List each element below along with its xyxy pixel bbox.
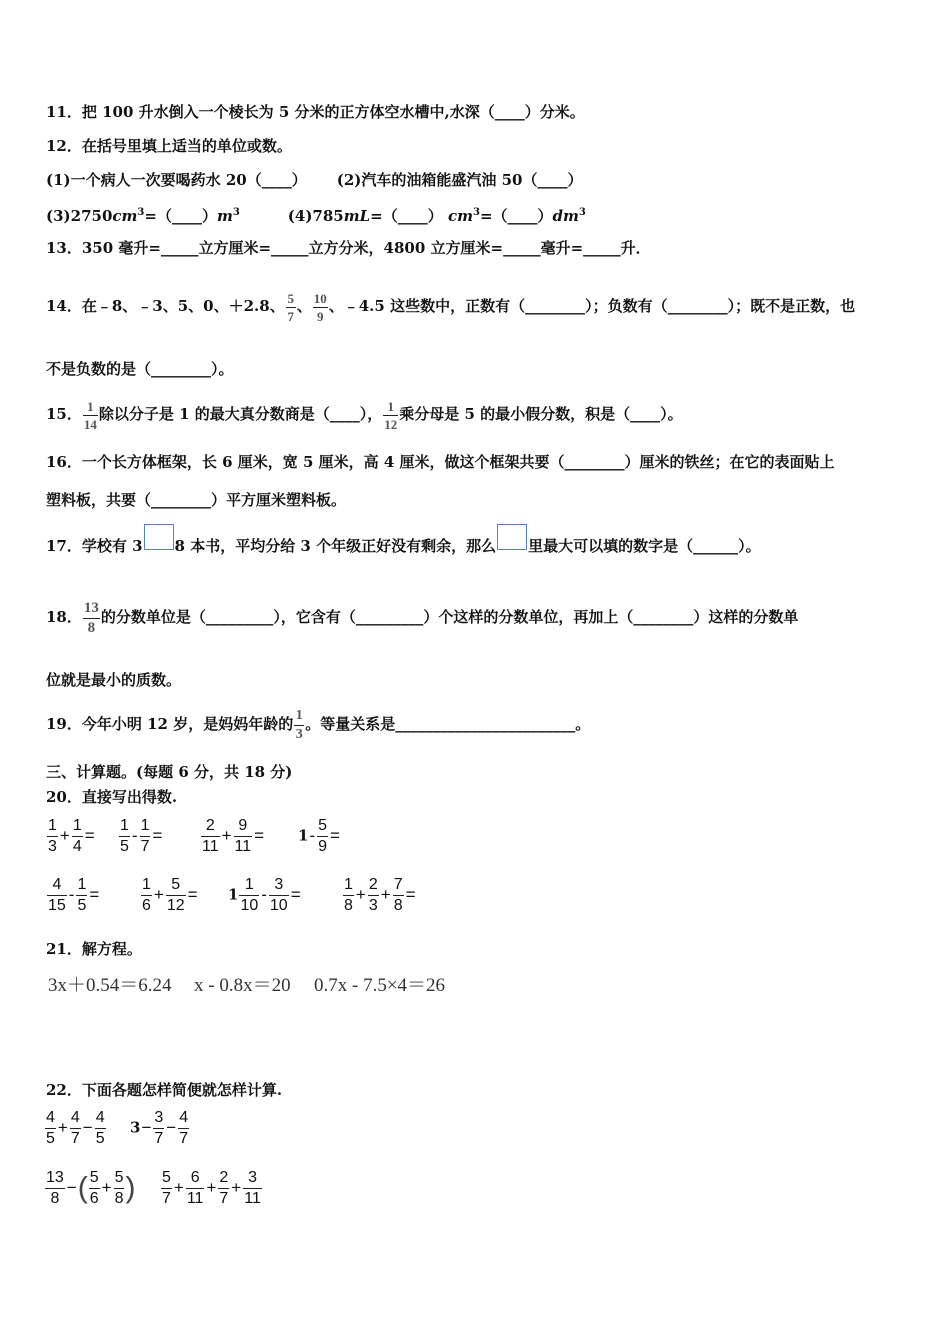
question-16-line2: 塑料板，共要（________）平方厘米塑料板。 [46,491,347,509]
expr-22-4: $\frac{5}{7}$ + $\frac{6}{11}$ + $\frac{2}{7}$ + $\frac{3}{11}$ [162,1169,261,1207]
question-14: 14．在﹣8、﹣3、5、0、＋2.8、 $\frac{5}{7}$ 、 $\frac{10}{9}$ 、﹣4.5 这些数中，正数有（________）；负数有（________）；既不是正数，也 [46,290,856,324]
question-13: 13．350 毫升=_____立方厘米=_____立方分米，4800 立方厘米=_____毫升=_____升． [46,239,651,257]
equation-2: x - 0.8x＝20 [194,975,291,996]
expr-20-3: $\frac{2}{11}$ + $\frac{9}{11}$ = [202,817,265,855]
question-12-part2: (2)汽车的油箱能盛汽油 50（____） [336,171,583,189]
question-12-row2 [46,203,586,226]
equation-3: 0.7x - 7.5×4＝26 [314,975,446,996]
expr-20-1: $\frac{1}{3}$ + $\frac{1}{4}$ = [48,817,95,855]
expr-22-3: $\frac{13}{8}$ −( $\frac{5}{6}$ + $\frac{5}{8}$ ) [46,1169,136,1207]
question-16-line1: 16．一个长方体框架，长 6 厘米，宽 5 厘米，高 4 厘米，做这个框架共要（________）厘米的铁丝；在它的表面贴上 [46,453,835,471]
fraction-13-8: $\frac{13}{8}$ [83,599,99,636]
expr-20-4: 1- $\frac{5}{9}$ = [298,817,340,855]
equation-1: 3x＋0.54＝6.24 [48,975,172,996]
question-14-line2: 不是负数的是（________）。 [46,360,234,378]
blank-box [497,524,527,550]
question-18: 18． $\frac{13}{8}$ 的分数单位是（_________），它含有（_________）个这样的分数单位，再加上（________）这样的分数单 [46,599,799,636]
fraction-5-7: $\frac{5}{7}$ [287,290,294,324]
question-15: 15． $\frac{1}{14}$ 除以分子是 1 的最大真分数商是（____）， $\frac{1}{12}$ 乘分母是 5 的最小假分数，积是（____）。 [46,398,683,432]
question-12-part4: (4)785mL=（____） $cm^3=(\_\_\_\_)dm^3$ [287,207,586,225]
question-20-title: 20．直接写出得数. [46,788,178,806]
expr-22-1: $\frac{4}{5}$ + $\frac{4}{7}$ − $\frac{4}{5}$ [46,1109,105,1147]
expr-20-2: $\frac{1}{5}$ - $\frac{1}{7}$ = [120,817,163,855]
question-18-line2: 位就是最小的质数。 [46,671,182,689]
question-19: 19．今年小明 12 岁，是妈妈年龄的 $\frac{1}{3}$ 。等量关系是________________________。 [46,707,591,742]
expr-20-6: $\frac{1}{6}$ + $\frac{5}{12}$ = [142,876,198,914]
fraction-1-3: $\frac{1}{3}$ [295,707,303,742]
question-12-title: 12．在括号里填上适当的单位或数。 [46,137,292,155]
expr-20-7: 1 $\frac{1}{10}$ - $\frac{3}{10}$ = [228,876,301,914]
fraction-10-9: $\frac{10}{9}$ [313,290,327,324]
question-11: 11．把 100 升水倒入一个棱长为 5 分米的正方体空水槽中,水深（____）分米。 [46,103,585,121]
question-21-title: 21．解方程。 [46,940,142,958]
fraction-1-14: $\frac{1}{14}$ [83,398,97,432]
question-12-part1: (1)一个病人一次要喝药水 20（____） [46,171,307,189]
question-12-row1 [46,170,582,190]
expr-22-2: 3− $\frac{3}{7}$ − $\frac{4}{7}$ [130,1109,189,1147]
section-3-heading: 三、计算题。(每题 6 分，共 18 分) [46,763,293,781]
fraction-1-12: $\frac{1}{12}$ [384,398,398,432]
question-22-title: 22．下面各题怎样简便就怎样计算. [46,1081,283,1099]
blank-box [144,524,174,550]
question-12-part3: $(3)2750cm^3=(\_\_\_\_)m^3$ [46,207,240,225]
question-17: 17．学校有 3 8 本书，平均分给 3 个年级正好没有剩余，那么 里最大可以填的数字是（______）。 [46,536,761,562]
expr-20-5: $\frac{4}{15}$ - $\frac{1}{5}$ = [48,876,100,914]
expr-20-8: $\frac{1}{8}$ + $\frac{2}{3}$ + $\frac{7}{8}$ = [344,876,416,914]
